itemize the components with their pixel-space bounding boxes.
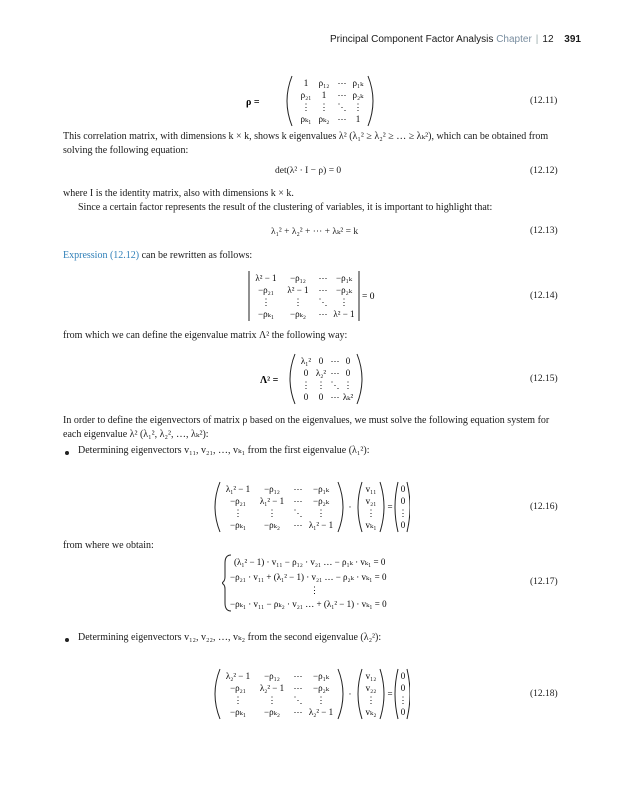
zero-cell: 0: [400, 520, 406, 530]
equation-number: (12.15): [530, 374, 558, 384]
equals-zero: = 0: [362, 292, 375, 302]
matrix-cell: ⋮: [343, 380, 353, 390]
matrix-cell: ρ₁₂: [318, 78, 330, 88]
left-paren: [215, 669, 220, 719]
matrix-cell: −ρ₂ₖ: [313, 683, 329, 693]
right-paren: [407, 482, 410, 532]
matrix-cell: λ₁² − 1: [308, 520, 334, 530]
left-paren: [358, 669, 362, 719]
multiply-dot: ·: [348, 689, 352, 699]
matrix-cell: λ₁² − 1: [259, 496, 285, 506]
paragraph: Since a certain factor represents the result of the clustering of variables, it is important to highlight that:: [78, 202, 493, 213]
matrix-cell: 1: [321, 90, 327, 100]
equation-number: (12.16): [530, 502, 558, 512]
matrix-cell: ⋯: [337, 90, 347, 100]
chapter-label: Chapter: [496, 34, 532, 45]
matrix-cell: −ρ₁₂: [264, 671, 280, 681]
matrix-cell: λ₁²: [300, 356, 312, 366]
vector-cell: vₖ₂: [365, 707, 377, 717]
matrix-cell: ⋯: [293, 671, 303, 681]
right-paren: [407, 669, 410, 719]
matrix-cell: 0: [303, 392, 309, 402]
matrix-cell: ⋮: [267, 695, 277, 705]
matrix-cell: ρ₂ₖ: [352, 90, 364, 100]
bullet-text: Determining eigenvectors v₁₂, v₂₂, …, vₖ₂ from the second eigenvalue (λ₂²):: [78, 632, 382, 643]
bullet-dot: [65, 451, 69, 455]
matrix-cell: ⋮: [353, 102, 363, 112]
zero-cell: ⋮: [398, 695, 408, 705]
equation-number: (12.18): [530, 689, 558, 699]
matrix-cell: ⋮: [319, 102, 329, 112]
right-paren: [380, 669, 384, 719]
header-separator: |: [535, 34, 539, 45]
left-paren: [395, 669, 398, 719]
matrix-cell: −ρₖ₁: [230, 520, 246, 530]
matrix-cell: ⋯: [293, 496, 303, 506]
system-line: −ρₖ₁ · v₁₁ − ρₖ₂ · v₂₁ … + (λ₁² − 1) · vₖ₁ = 0: [230, 599, 387, 609]
equation-12-11: [240, 72, 380, 130]
book-title: Principal Component Factor Analysis: [330, 34, 494, 45]
vector-cell: ⋮: [366, 508, 376, 518]
matrix-cell: ρ₂₁: [300, 90, 312, 100]
matrix-cell: −ρ₂₁: [258, 285, 274, 295]
matrix-cell: ⋮: [293, 297, 303, 307]
matrix-cell: ⋱: [293, 695, 303, 705]
vector-cell: v₂₁: [365, 496, 377, 506]
matrix-cell: −ρₖ₁: [258, 309, 274, 319]
system-line: ⋮: [310, 585, 319, 595]
matrix-cell: ⋮: [301, 102, 311, 112]
matrix-cell: −ρ₁ₖ: [336, 273, 352, 283]
equation-number: (12.12): [530, 166, 558, 176]
equation-number: (12.13): [530, 226, 558, 236]
matrix-cell: −ρ₁ₖ: [313, 671, 329, 681]
matrix-cell: 0: [318, 392, 324, 402]
matrix-cell: ⋱: [293, 508, 303, 518]
matrix-cell: ⋱: [337, 102, 347, 112]
matrix-cell: ⋮: [316, 508, 326, 518]
left-paren: [290, 354, 295, 404]
matrix-cell: −ρₖ₁: [230, 707, 246, 717]
matrix-cell: ⋮: [233, 695, 243, 705]
matrix-cell: −ρₖ₂: [264, 707, 280, 717]
left-paren: [287, 76, 292, 126]
equation-number: (12.17): [530, 577, 558, 587]
paragraph-text: can be rewritten as follows:: [139, 250, 253, 261]
equation-12-13: λ₁² + λ₂² + ⋯ + λₖ² = k: [271, 227, 359, 237]
matrix-cell: −ρ₁ₖ: [313, 484, 329, 494]
matrix-cell: −ρ₂ₖ: [336, 285, 352, 295]
matrix-cell: ⋯: [337, 78, 347, 88]
matrix-cell: −ρ₂₁: [230, 496, 246, 506]
equation-12-16: [214, 479, 410, 535]
matrix-cell: −ρₖ₂: [290, 309, 306, 319]
matrix-cell: ⋱: [318, 297, 328, 307]
zero-cell: 0: [400, 683, 406, 693]
matrix-cell: λ₂²: [315, 368, 327, 378]
paragraph: In order to define the eigenvectors of matrix ρ based on the eigenvalues, we must solve the following equation system for each eigenvalue λ² (λ₁², λ₂², …, λₖ²):: [63, 415, 550, 440]
matrix-cell: ⋮: [301, 380, 311, 390]
matrix-cell: ⋮: [339, 297, 349, 307]
matrix-cell: ⋯: [318, 285, 328, 295]
zero-cell: 0: [400, 707, 406, 717]
matrix-cell: ⋯: [330, 356, 340, 366]
running-header: [330, 34, 581, 45]
matrix-cell: λ₁² − 1: [225, 484, 251, 494]
chapter-number: 12: [542, 34, 554, 45]
matrix-cell: ⋯: [330, 368, 340, 378]
system-line: (λ₁² − 1) · v₁₁ − ρ₁₂ · v₂₁ … − ρ₁ₖ · vₖ₁ = 0: [234, 557, 386, 567]
bullet-text: Determining eigenvectors v₁₁, v₂₁, …, vₖ₁ from the first eigenvalue (λ₁²):: [78, 445, 370, 456]
equation-12-14: [246, 268, 386, 324]
zero-cell: 0: [400, 496, 406, 506]
matrix-cell: −ρ₁₂: [264, 484, 280, 494]
matrix-cell: ρ₁ₖ: [352, 78, 364, 88]
matrix-cell: λ₂² − 1: [259, 683, 285, 693]
vector-cell: ⋮: [366, 695, 376, 705]
equals-sign: =: [387, 502, 393, 512]
page-number: 391: [564, 34, 581, 45]
left-paren: [395, 482, 398, 532]
paragraph: [63, 249, 563, 263]
matrix-cell: λ₂² − 1: [308, 707, 334, 717]
matrix-cell: ⋯: [293, 683, 303, 693]
eq-12-15-lhs: Λ² =: [260, 375, 279, 386]
zero-cell: 0: [400, 484, 406, 494]
matrix-cell: −ρₖ₂: [264, 520, 280, 530]
equation-12-12: det(λ² · I − ρ) = 0: [275, 166, 342, 176]
matrix-cell: λ² − 1: [287, 285, 309, 295]
matrix-cell: ⋯: [318, 273, 328, 283]
paragraph: where I is the identity matrix, also with dimensions k × k.: [63, 188, 294, 199]
matrix-cell: ⋮: [267, 508, 277, 518]
matrix-cell: ⋯: [293, 520, 303, 530]
right-paren: [380, 482, 384, 532]
left-paren: [358, 482, 362, 532]
zero-cell: 0: [400, 671, 406, 681]
multiply-dot: ·: [348, 502, 352, 512]
right-paren: [368, 76, 373, 126]
right-paren: [338, 482, 343, 532]
matrix-cell: λ² − 1: [255, 273, 277, 283]
zero-cell: ⋮: [398, 508, 408, 518]
paragraph: from where we obtain:: [63, 540, 154, 551]
matrix-cell: ⋯: [337, 114, 347, 124]
equation-number: (12.14): [530, 291, 558, 301]
matrix-cell: ⋯: [293, 707, 303, 717]
equation-12-18: [214, 666, 410, 722]
equation-12-17: [222, 553, 442, 613]
matrix-cell: −ρ₁₂: [290, 273, 306, 283]
vector-cell: v₁₁: [365, 484, 377, 494]
matrix-cell: −ρ₂₁: [230, 683, 246, 693]
matrix-cell: λₖ²: [342, 392, 354, 402]
matrix-cell: 1: [355, 114, 361, 124]
matrix-cell: 0: [345, 368, 351, 378]
matrix-cell: 0: [303, 368, 309, 378]
matrix-cell: ρₖ₁: [300, 114, 312, 124]
vector-cell: v₂₂: [365, 683, 377, 693]
matrix-cell: 1: [303, 78, 309, 88]
matrix-cell: ⋯: [293, 484, 303, 494]
system-line: −ρ₂₁ · v₁₁ + (λ₁² − 1) · v₂₁ … − ρ₂ₖ · vₖ₁ = 0: [230, 572, 387, 582]
matrix-cell: ⋮: [261, 297, 271, 307]
vector-cell: vₖ₁: [365, 520, 377, 530]
vector-cell: v₁₂: [365, 671, 377, 681]
matrix-cell: ρₖ₂: [318, 114, 330, 124]
matrix-cell: ⋱: [330, 380, 340, 390]
matrix-cell: ⋮: [316, 695, 326, 705]
equals-sign: =: [387, 689, 393, 699]
right-paren: [357, 354, 362, 404]
bullet-dot: [65, 638, 69, 642]
matrix-cell: ⋮: [233, 508, 243, 518]
right-paren: [338, 669, 343, 719]
matrix-cell: λ² − 1: [333, 309, 355, 319]
matrix-cell: ⋯: [330, 392, 340, 402]
equation-12-15: [254, 351, 364, 407]
matrix-cell: λ₂² − 1: [225, 671, 251, 681]
matrix-cell: ⋮: [316, 380, 326, 390]
matrix-cell: ⋯: [318, 309, 328, 319]
equation-number: (12.11): [530, 96, 558, 106]
matrix-cell: −ρ₂ₖ: [313, 496, 329, 506]
expression-link[interactable]: Expression (12.12): [63, 250, 140, 261]
paragraph: from which we can define the eigenvalue matrix Λ² the following way:: [63, 330, 348, 341]
matrix-cell: 0: [318, 356, 324, 366]
left-paren: [215, 482, 220, 532]
eq-12-11-lhs: ρ =: [246, 97, 260, 108]
matrix-cell: 0: [345, 356, 351, 366]
paragraph: This correlation matrix, with dimensions k × k, shows k eigenvalues λ² (λ₁² ≥ λ₂² ≥ … ≥ λₖ²), which can be obtained from solving the following equation:: [63, 131, 549, 156]
